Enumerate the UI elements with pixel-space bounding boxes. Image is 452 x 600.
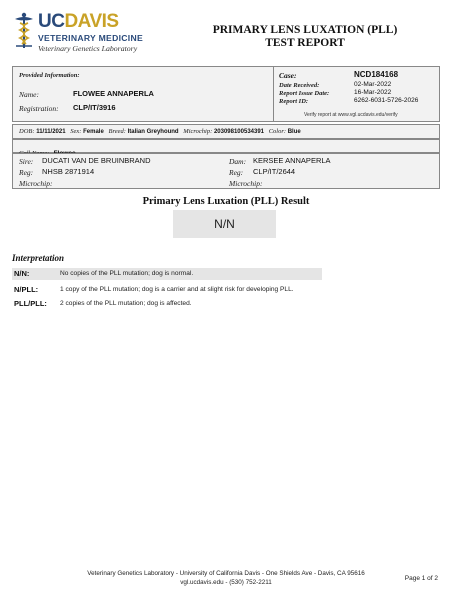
interpretation-row	[12, 284, 322, 296]
provided-info-box	[12, 66, 275, 122]
sire-reg-label: Reg:	[19, 168, 34, 177]
name-label: Name:	[19, 90, 39, 99]
registration-value: CLP/IT/3916	[73, 103, 116, 112]
dam-reg-label: Reg:	[229, 168, 244, 177]
report-title-line2: TEST REPORT	[265, 37, 345, 49]
breed-value: Italian Greyhound	[127, 129, 179, 135]
verify-link[interactable]: Verify report at www.vgl.ucdavis.edu/verify	[304, 112, 398, 118]
date-received: 02-Mar-2022	[354, 81, 392, 88]
sire-label: Sire:	[19, 157, 34, 166]
result-value: N/N	[173, 210, 276, 238]
result-heading: Primary Lens Luxation (PLL) Result	[142, 196, 310, 207]
footer-address: Veterinary Genetics Laboratory - University of California Davis - One Shields Ave - Davis, CA 95616	[87, 570, 365, 577]
report-id: 6262-6031-5726-2026	[354, 97, 419, 104]
interpretation-row	[12, 268, 322, 280]
dam-label: Dam:	[229, 157, 247, 166]
breed-label: Breed:	[108, 128, 126, 135]
call-name-row	[12, 139, 440, 153]
page-number: Page 1 of 2	[404, 575, 438, 582]
registration-label: Registration:	[19, 104, 59, 113]
dog-details-row	[12, 124, 440, 139]
issue-date-label: Report Issue Date:	[279, 90, 330, 97]
microchip-value: 203098100534391	[213, 129, 265, 135]
ucd-logo	[12, 12, 36, 50]
parents-box	[12, 153, 440, 189]
sire-microchip-label: Microchip:	[19, 179, 53, 188]
logo-wordmark: UCDAVIS	[38, 11, 119, 32]
case-number: NCD184168	[354, 70, 399, 79]
sex-value: Female	[83, 129, 104, 135]
sex-label: Sex:	[70, 128, 82, 135]
dob-value: 11/11/2021	[36, 129, 66, 135]
report-title-line1: PRIMARY LENS LUXATION (PLL)	[212, 24, 398, 36]
interpretation-row	[12, 298, 322, 310]
sire-name: DUCATI VAN DE BRUINBRAND	[42, 156, 151, 165]
dam-reg: CLP/IT/2644	[253, 167, 296, 176]
dob-label: DOB:	[19, 128, 35, 135]
microchip-label: Microchip:	[183, 128, 213, 135]
report-id-label: Report ID:	[279, 98, 309, 105]
color-value: Blue	[287, 129, 301, 135]
issue-date: 16-Mar-2022	[354, 89, 392, 96]
interpretation-heading: Interpretation	[12, 253, 65, 263]
color-label: Color:	[268, 128, 287, 135]
dog-name: FLOWEE ANNAPERLA	[73, 89, 154, 98]
genotype-meaning: 2 copies of the PLL mutation; dog is affected.	[60, 300, 192, 307]
logo-lab-name: Veterinary Genetics Laboratory	[38, 44, 138, 53]
dam-name: KERSEE ANNAPERLA	[253, 156, 331, 165]
provided-heading: Provided Information:	[19, 72, 80, 79]
genotype-meaning: No copies of the PLL mutation; dog is normal.	[60, 270, 194, 277]
caduceus-icon	[12, 12, 36, 50]
genotype-key: N/PLL:	[14, 285, 39, 294]
dam-microchip-label: Microchip:	[229, 179, 263, 188]
genotype-key: PLL/PLL:	[14, 299, 47, 308]
date-received-label: Date Received:	[279, 82, 320, 89]
sire-reg: NHSB 2871914	[42, 167, 95, 176]
case-info-box	[273, 66, 440, 122]
logo-subtitle: VETERINARY MEDICINE	[38, 33, 144, 43]
footer-contact: vgl.ucdavis.edu - (530) 752-2211	[180, 579, 272, 586]
genotype-meaning: 1 copy of the PLL mutation; dog is a carrier and at slight risk for developing PLL.	[60, 286, 294, 293]
genotype-key: N/N:	[14, 269, 30, 278]
case-label: Case:	[279, 71, 297, 80]
